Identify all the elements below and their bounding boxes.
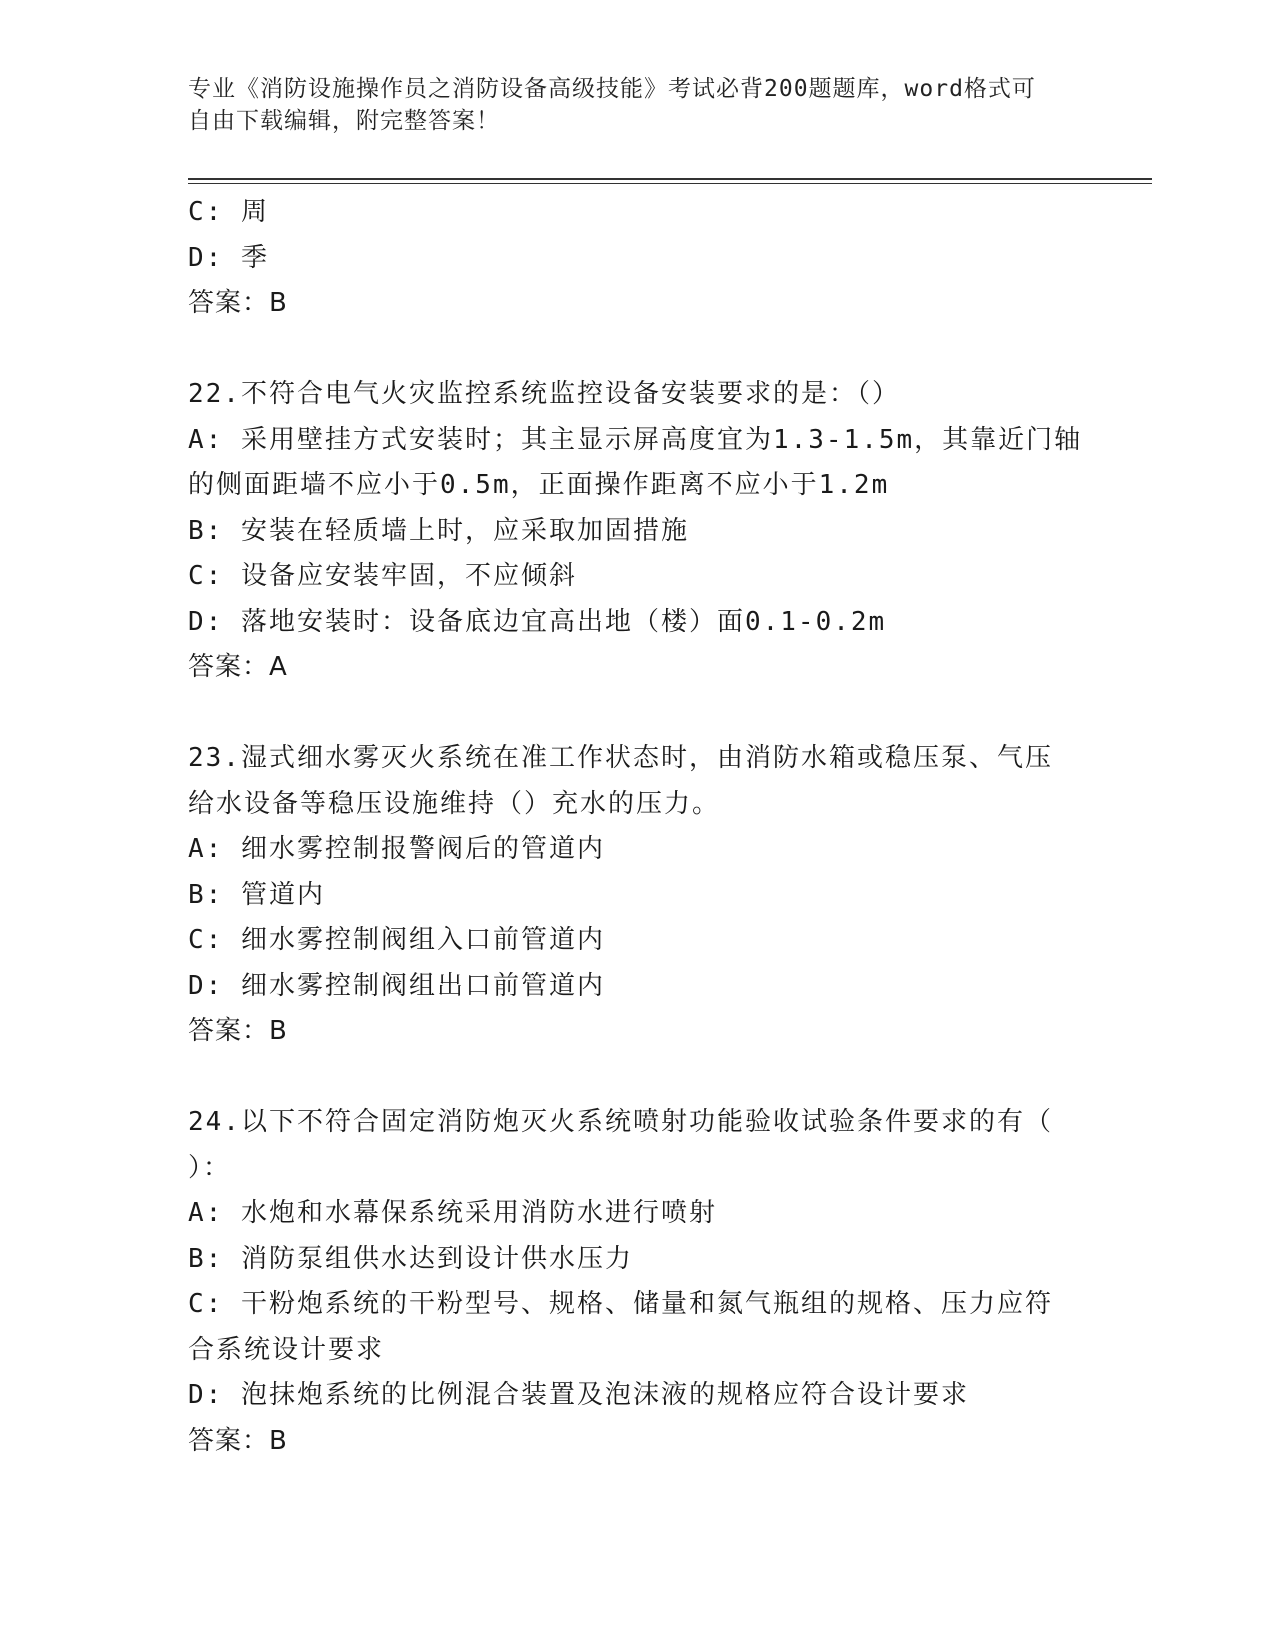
answer-line: 答案：A — [188, 652, 288, 682]
option-c: C: 周 — [188, 197, 269, 227]
option-a: A: 水炮和水幕保系统采用消防水进行喷射 — [188, 1198, 717, 1228]
question-23 — [188, 736, 1088, 1055]
header-divider-thick — [188, 178, 1152, 180]
question-stem: 23.湿式细水雾灭火系统在准工作状态时，由消防水箱或稳压泵、气压 — [188, 743, 1053, 773]
option-a-continued: 的侧面距墙不应小于0.5m，正面操作距离不应小于1.2m — [188, 470, 890, 500]
option-a: A: 采用壁挂方式安装时；其主显示屏高度宜为1.3-1.5m，其靠近门轴 — [188, 424, 1083, 455]
question-stem: 22.不符合电气火灾监控系统监控设备安装要求的是：（） — [188, 379, 900, 409]
question-stem-continued: ）： — [188, 1152, 232, 1183]
option-c-continued: 合系统设计要求 — [188, 1334, 385, 1365]
answer-line: 答案：B — [188, 1425, 288, 1456]
spacer — [188, 1055, 1088, 1101]
option-d: D: 细水雾控制阀组出口前管道内 — [188, 970, 605, 1001]
question-22 — [188, 372, 1088, 691]
option-a: A: 细水雾控制报警阀后的管道内 — [188, 834, 605, 864]
option-d: D: 泡抹炮系统的比例混合装置及泡沫液的规格应符合设计要求 — [188, 1380, 969, 1410]
header-title-line-2: 自由下载编辑，附完整答案！ — [188, 108, 500, 134]
question-21-fragment — [188, 190, 1088, 327]
option-b: B: 管道内 — [188, 879, 325, 910]
option-c: C: 细水雾控制阀组入口前管道内 — [188, 925, 605, 955]
option-b: B: 安装在轻质墙上时，应采取加固措施 — [188, 515, 689, 546]
option-d: D: 季 — [188, 242, 269, 273]
option-c: C: 干粉炮系统的干粉型号、规格、储量和氮气瓶组的规格、压力应符 — [188, 1289, 1053, 1319]
document-body — [188, 190, 1088, 1464]
option-d: D: 落地安装时：设备底边宜高出地（楼）面0.1-0.2m — [188, 606, 887, 637]
question-stem-continued: 给水设备等稳压设施维持（）充水的压力。 — [188, 788, 721, 819]
option-b: B: 消防泵组供水达到设计供水压力 — [188, 1243, 633, 1274]
header-divider-thin — [188, 183, 1152, 184]
question-24 — [188, 1100, 1088, 1464]
header-divider — [188, 178, 1152, 184]
document-header — [188, 73, 1088, 137]
spacer — [188, 327, 1088, 373]
header-title-line-1: 专业《消防设施操作员之消防设备高级技能》考试必背200题题库，word格式可 — [188, 76, 1036, 102]
answer-line: 答案：B — [188, 288, 288, 318]
option-c: C: 设备应安装牢固，不应倾斜 — [188, 561, 577, 591]
question-stem: 24.以下不符合固定消防炮灭火系统喷射功能验收试验条件要求的有（ — [188, 1107, 1053, 1137]
spacer — [188, 691, 1088, 737]
answer-line: 答案：B — [188, 1016, 288, 1046]
